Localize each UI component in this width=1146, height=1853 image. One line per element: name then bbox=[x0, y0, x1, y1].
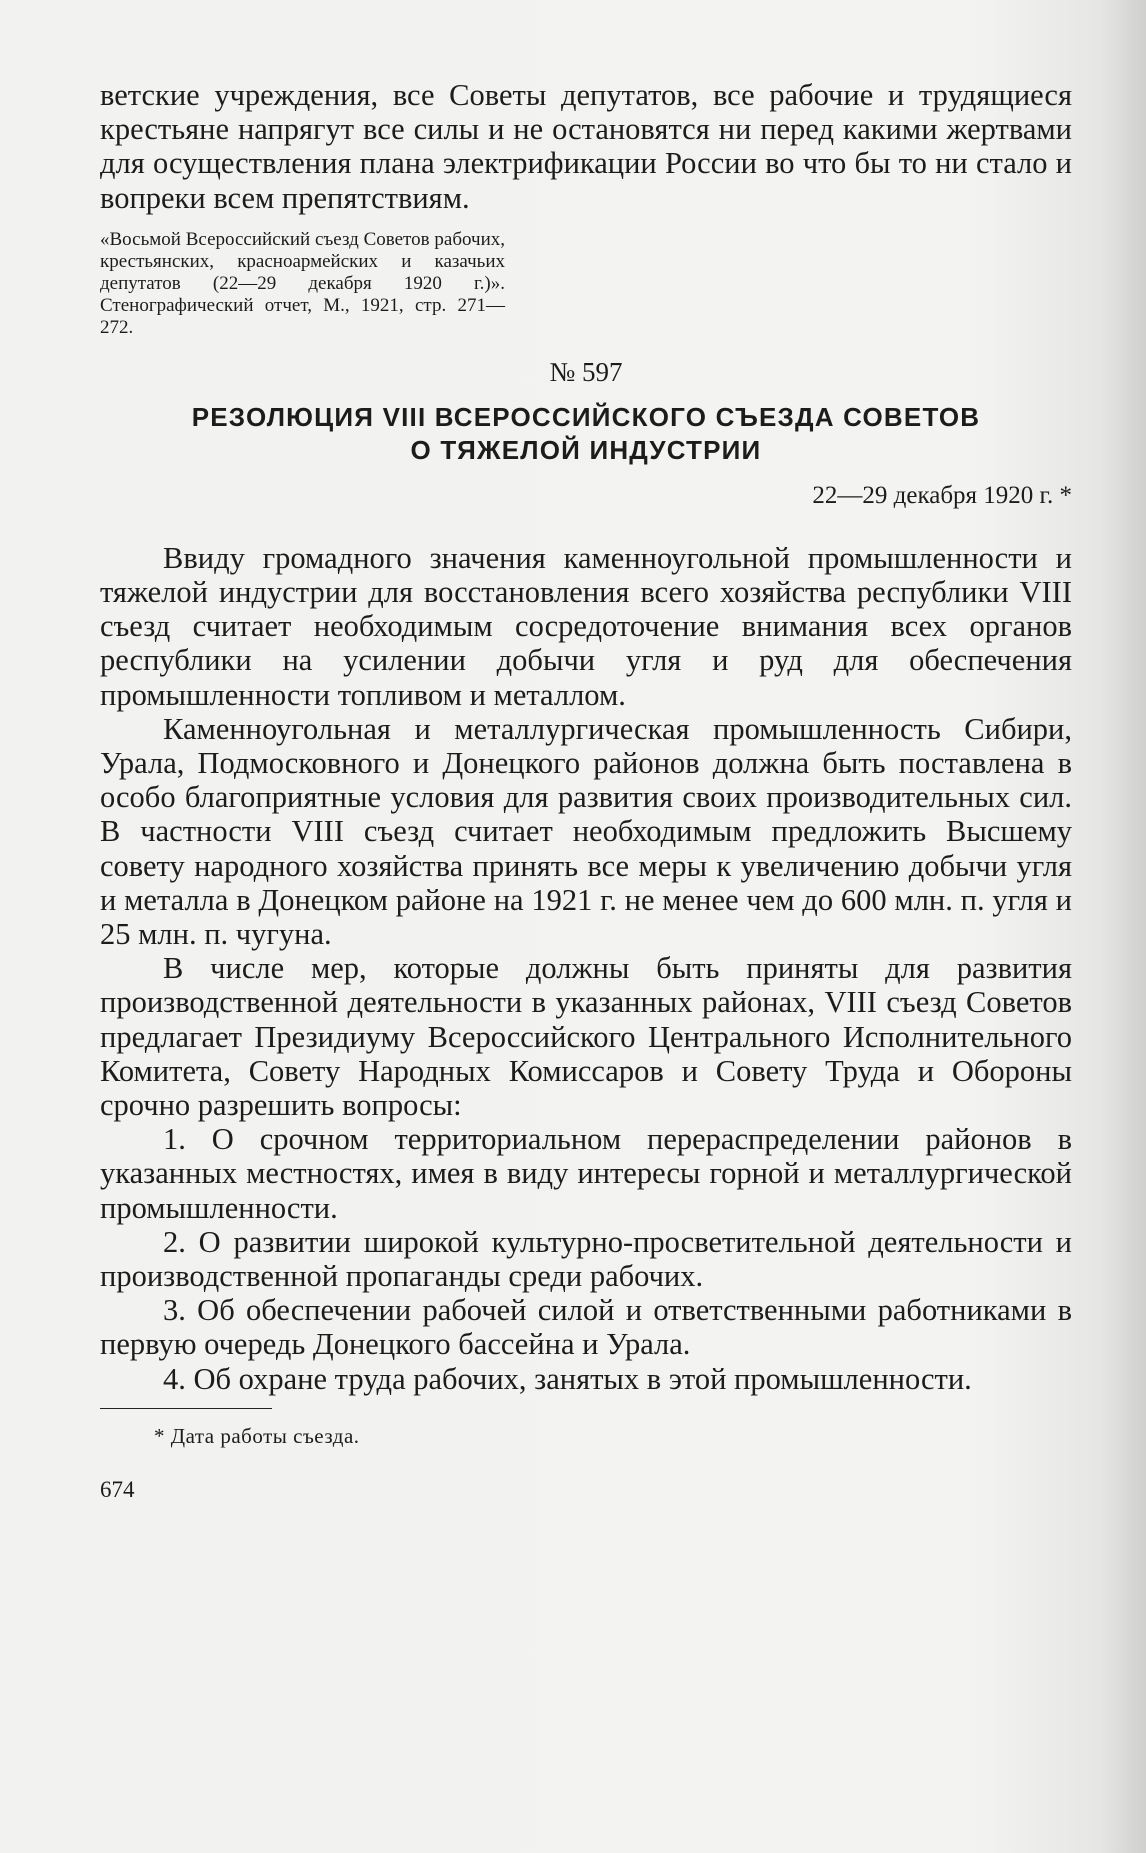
body-paragraph-2: Каменноугольная и металлургическая промышленность Сибири, Урала, Подмосковного и Донецкого районов должна быть поставлена в особо благоприятные условия для развития своих производительных сил. В частности VIII съезд считает необходимым предложить Высшему совету народного хозяйства принять все меры к увеличению добычи угля и металла в Донецком районе на 1921 г. не менее чем до 600 млн. п. угля и 25 млн. п. чугуна. bbox=[100, 711, 1072, 952]
list-item-1: 1. О срочном территориальном перераспределении районов в указанных местностях, имея в виду интересы горной и металлургической промышленности. bbox=[100, 1122, 1072, 1225]
source-citation: «Восьмой Всероссийский съезд Советов рабочих, крестьянских, красноармейских и казачьих депутатов (22—29 декабря 1920 г.)». Стенографический отчет, М., 1921, стр. 271—272. bbox=[100, 228, 505, 338]
list-item-4: 4. Об охране труда рабочих, занятых в этой промышленности. bbox=[163, 1361, 972, 1396]
footnote-rule bbox=[100, 1408, 272, 1409]
list-item-3: 3. Об обеспечении рабочей силой и ответственными работниками в первую очередь Донецкого бассейна и Урала. bbox=[100, 1293, 1072, 1362]
body-paragraph-1: Ввиду громадного значения каменноугольной промышленности и тяжелой индустрии для восстановления всего хозяйства республики VIII съезд считает необходимым сосредоточение внимания всех органов республики на усилении добычи угля и руд для обеспечения промышленности топливом и металлом. bbox=[100, 540, 1072, 712]
title-line-2: О ТЯЖЕЛОЙ ИНДУСТРИИ bbox=[410, 434, 762, 465]
page-number: 674 bbox=[100, 1476, 135, 1502]
intro-paragraph: ветские учреждения, все Советы депутатов, все рабочие и трудящиеся крестьяне напрягут все силы и не остановятся ни перед какими жертвами для осуществления плана электрификации России во что бы то ни стало и вопреки всем препятствиям. bbox=[100, 78, 1072, 215]
footnote: * Дата работы съезда. bbox=[154, 1423, 360, 1448]
document-title bbox=[100, 401, 1072, 467]
title-line-1: РЕЗОЛЮЦИЯ VIII ВСЕРОССИЙСКОГО СЪЕЗДА СОВЕТОВ bbox=[191, 401, 981, 432]
body-paragraph-3: В числе мер, которые должны быть приняты для развития производственной деятельности в указанных районах, VIII съезд Советов предлагает Президиуму Всероссийского Центрального Исполнительного Комитета, Совету Народных Комиссаров и Совету Труда и Обороны срочно разрешить вопросы: bbox=[100, 951, 1072, 1123]
document-number: № 597 bbox=[549, 356, 623, 387]
text-column bbox=[100, 78, 1072, 1503]
document-date: 22—29 декабря 1920 г. * bbox=[812, 481, 1072, 509]
list-item-2: 2. О развитии широкой культурно-просветительной деятельности и производственной пропаганды среди рабочих. bbox=[100, 1224, 1072, 1294]
